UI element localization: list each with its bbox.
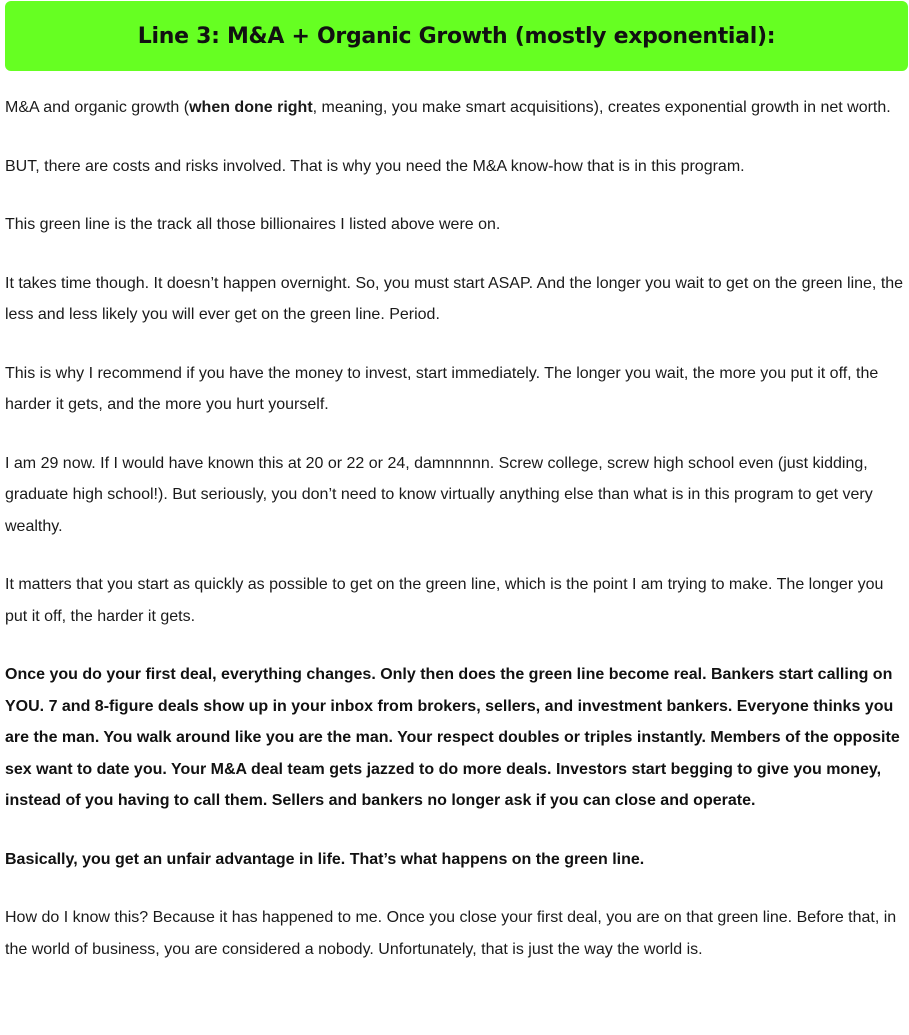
paragraph-1-start: M&A and organic growth (: [5, 99, 190, 116]
paragraph-6: I am 29 now. If I would have known this at 20 or 22 or 24, damnnnnn. Screw college, screw high school even (just kidding, graduate high school!). But seriously, you don’t need to know virtually anything else than what is in this program to get very wealthy.: [5, 454, 873, 535]
paragraph-3: This green line is the track all those billionaires I listed above were on.: [5, 216, 501, 233]
article-body: [5, 92, 907, 992]
section-heading: Line 3: M&A + Organic Growth (mostly exponential):: [137, 23, 776, 49]
paragraph-1: [5, 92, 907, 124]
paragraph-7: It matters that you start as quickly as possible to get on the green line, which is the point I am trying to make. The longer you put it off, the harder it gets.: [5, 576, 884, 625]
paragraph-4: It takes time though. It doesn’t happen overnight. So, you must start ASAP. And the longer you wait to get on the green line, the less and less likely you will ever get on the green line. Period.: [5, 274, 904, 323]
paragraph-9-bold: Basically, you get an unfair advantage in life. That’s what happens on the green line.: [5, 850, 645, 868]
paragraph-2: BUT, there are costs and risks involved. That is why you need the M&A know-how that is in this program.: [5, 157, 745, 175]
paragraph-1-end: , meaning, you make smart acquisitions), creates exponential growth in net worth.: [312, 99, 891, 116]
section-heading-banner: [5, 1, 908, 71]
paragraph-1-emphasis: when done right: [189, 99, 313, 116]
paragraph-8-bold: Once you do your first deal, everything changes. Only then does the green line become real. Bankers start calling on YOU. 7 and 8-figure deals show up in your inbox from brokers, sellers, and investment bankers. Everyone thinks you are the man. You walk around like you are the man. Your respect doubles or triples instantly. Members of the opposite sex want to date you. Your M&A deal team gets jazzed to do more deals. Investors start begging to give you money, instead of you having to call them. Sellers and bankers no longer ask if you can close and operate.: [5, 666, 900, 809]
paragraph-5: This is why I recommend if you have the money to invest, start immediately. The longer you wait, the more you put it off, the harder it gets, and the more you hurt yourself.: [5, 364, 879, 413]
paragraph-10: How do I know this? Because it has happened to me. Once you close your first deal, you are on that green line. Before that, in the world of business, you are considered a nobody. Unfortunately, that is just the way the world is.: [5, 909, 897, 958]
